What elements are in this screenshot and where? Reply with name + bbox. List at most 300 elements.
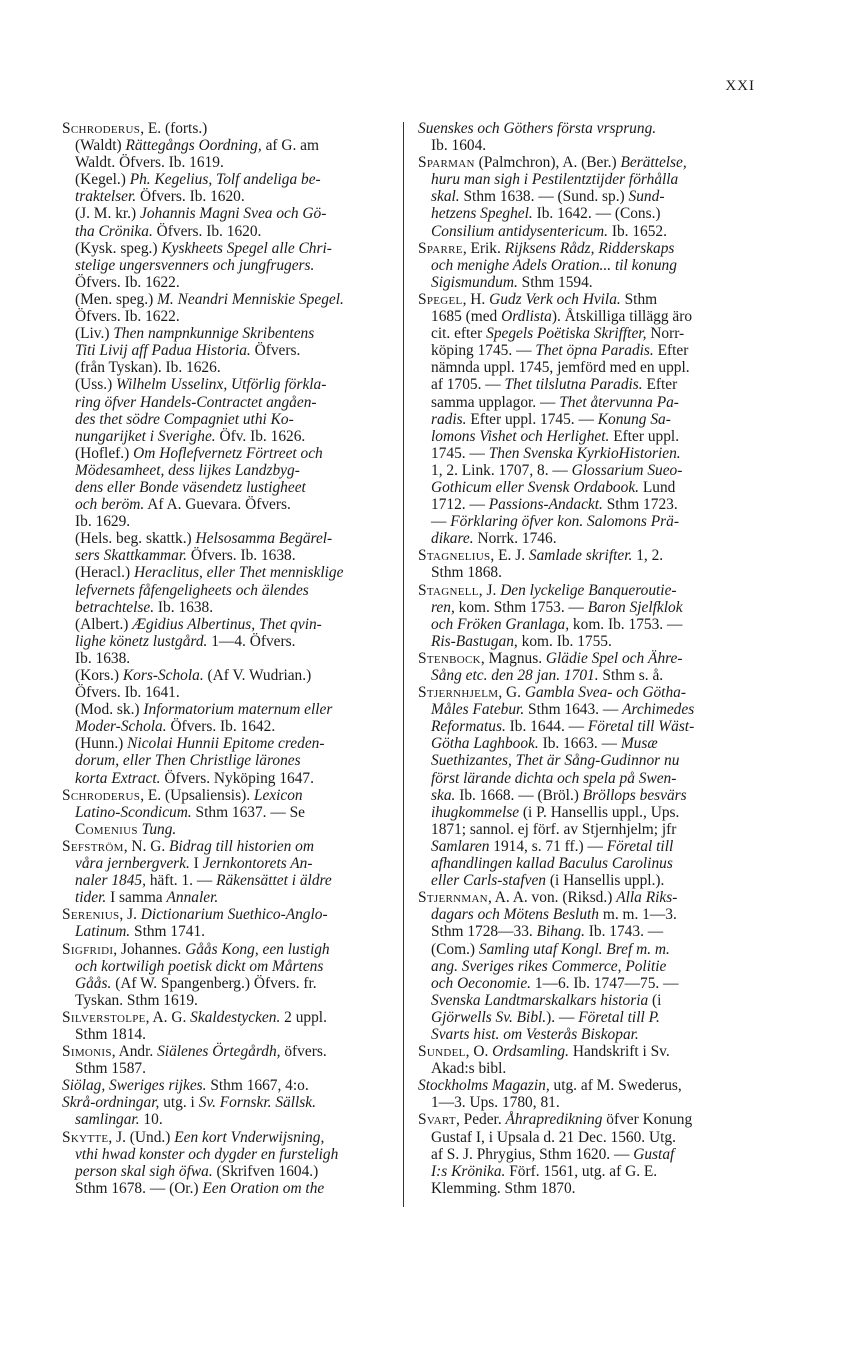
title-text: Suethizantes, Thet är Sång-Gudinnor nu (431, 752, 680, 770)
entry-text: , J. (119, 906, 141, 924)
entry-line (62, 770, 394, 787)
entry-line (418, 462, 752, 479)
title-text: sers Skattkammar. (75, 547, 188, 565)
title-text: och Oeconomie. (431, 974, 532, 992)
entry-line (62, 530, 394, 547)
title-text: Gjörwells Sv. Bibl. (431, 1008, 547, 1026)
entry-text: Ib. 1652. (607, 222, 667, 240)
title-text: dorum, eller Then Christlige lärones (75, 752, 301, 770)
title-text: Räkensättet i äldre (216, 872, 332, 890)
entry-text: nämnda uppl. 1745, jemförd med en uppl. (431, 359, 690, 377)
entry-line (62, 582, 394, 599)
title-text: Skaldestycken. (190, 1008, 281, 1026)
entry-line (62, 599, 394, 616)
entry-text: Ib. 1663. — (538, 735, 621, 753)
title-text: Måles Fatebur. (431, 701, 525, 719)
entry-text: Öfvers. Ib. 1622. (75, 308, 180, 326)
bibliography-entry (62, 120, 394, 787)
entry-text: Ib. 1642. — (Cons.) (532, 205, 661, 223)
title-text: Thet tilslutna Paradis. (504, 376, 643, 394)
title-text: dikare. (431, 530, 474, 548)
entry-text: (Heracl.) (75, 564, 134, 582)
title-text: ring öfver Handels-Contractet angåen- (75, 393, 317, 411)
bibliography-entry (418, 582, 752, 650)
entry-line (418, 1163, 752, 1180)
title-text: Gåås Kong, een lustigh (185, 940, 330, 958)
entry-line (62, 1077, 394, 1094)
title-text: Een kort Vnderwijsning, (174, 1128, 325, 1146)
entry-line (418, 838, 752, 855)
title-text: dagars och Mötens Besluth (431, 906, 599, 924)
entry-line (418, 804, 752, 821)
entry-text: af G. am (261, 137, 319, 155)
title-text: Gåås. (75, 974, 112, 992)
entry-line (62, 992, 394, 1009)
entry-text: utg. af M. Swederus, (549, 1077, 682, 1095)
author-name: Skytte (62, 1128, 109, 1146)
entry-line (418, 1077, 752, 1094)
entry-line (62, 342, 394, 359)
entry-line (418, 1146, 752, 1163)
title-text: Sv. Fornskr. Sällsk. (198, 1094, 316, 1112)
title-text: Den lyckelige Banqueroutie- (500, 581, 677, 599)
entry-text: (Af V. Wudrian.) (203, 667, 312, 684)
title-text: stelige ungersvenners och jungfrugers. (75, 256, 315, 274)
title-text: Berättelse, (620, 154, 687, 172)
title-text: Glossarium Sueo- (571, 461, 683, 479)
title-text: och kortwiligh poetisk dickt om Mårtens (75, 957, 324, 975)
title-text: Then nampnkunnige Skribentens (113, 325, 315, 343)
entry-text: ). Åtskilliga tillägg äro (551, 308, 693, 326)
entry-text: Öfvers. Ib. 1638. (187, 547, 296, 565)
bibliography-entry (62, 1129, 394, 1197)
bibliography-entry (418, 120, 752, 154)
entry-line (418, 1026, 752, 1043)
entry-line (62, 616, 394, 633)
entry-line (418, 855, 752, 872)
title-text: korta Extract. (75, 769, 161, 787)
entry-text: Efter uppl. 1745. — (466, 410, 598, 428)
entry-text: Tyskan. Sthm 1619. (75, 991, 198, 1009)
title-text: ang. Sveriges rikes Commerce, Politie (431, 957, 667, 975)
entry-line (418, 787, 752, 804)
entry-text: köping 1745. — (431, 342, 536, 360)
title-text: nungarijket i Sverighe. (75, 427, 216, 445)
title-text: dens eller Bonde väsendetz lustigheet (75, 478, 306, 496)
entry-text: Ib. 1668. — (Bröl.) (455, 786, 583, 804)
title-text: först lärande dichta och spela på Swen- (431, 769, 677, 787)
title-text: Rättegångs Oordning, (125, 137, 262, 155)
entry-line (418, 496, 752, 513)
title-text: och menighe Adels Oration... til konung (431, 256, 677, 274)
entry-line (62, 205, 394, 222)
entry-text: cit. efter (431, 325, 487, 343)
entry-line (418, 308, 752, 325)
page-number: XXI (725, 78, 755, 94)
entry-text: (Hels. beg. skattk.) (75, 530, 196, 548)
title-text: Stockholms Magazin, (418, 1077, 550, 1095)
entry-text: , H. (462, 290, 490, 308)
entry-text: 1—6. Ib. 1747—75. — (531, 974, 679, 992)
entry-line (418, 975, 752, 992)
author-name: Schroderus (62, 786, 141, 804)
entry-text: , E. J. (490, 547, 529, 565)
title-text: Rijksens Rådz, Ridderskaps (504, 239, 675, 257)
bibliography-entry (418, 291, 752, 547)
title-text: vthi hwad konster och dygder en fursteligh (75, 1145, 339, 1163)
author-name: Serenius (62, 906, 120, 924)
entry-text: Öfvers. Ib. 1622. (75, 273, 180, 291)
bibliography-entry (62, 1094, 394, 1128)
entry-line (62, 1111, 394, 1128)
entry-text: ). — (546, 1008, 579, 1026)
entry-text: Norrk. 1746. (473, 530, 557, 548)
entry-line (62, 1009, 394, 1026)
entry-line (62, 1180, 394, 1197)
entry-line (418, 650, 752, 667)
entry-line (62, 308, 394, 325)
author-name: Comenius (75, 820, 138, 838)
author-name: Sparman (418, 154, 475, 172)
title-text: Johannis Magni Svea och Gö- (139, 205, 327, 223)
bibliography-entry (418, 1043, 752, 1077)
entry-text: (från Tyskan). Ib. 1626. (75, 359, 221, 377)
title-text: ska. (431, 786, 456, 804)
entry-line (62, 462, 394, 479)
title-text: Suenskes och Göthers första vrsprung. (418, 120, 657, 137)
entry-line (418, 735, 752, 752)
entry-line (418, 359, 752, 376)
title-text: Samlaren (431, 837, 490, 855)
author-name: Sparre (418, 239, 463, 257)
entry-text: Sthm 1667, 4:o. (206, 1077, 309, 1095)
entry-line (62, 513, 394, 530)
entry-text: , E. (Upsaliensis). (140, 786, 254, 804)
bibliography-entry (62, 1009, 394, 1043)
entry-line (418, 923, 752, 940)
entry-line (62, 274, 394, 291)
entry-text: Klemming. Sthm 1870. (431, 1179, 576, 1197)
bibliography-entry (62, 906, 394, 940)
title-text: Tung. (141, 820, 177, 838)
entry-line (418, 752, 752, 769)
author-name: Simonis (62, 1043, 112, 1061)
title-text: lomons Vishet och Herlighet. (431, 427, 610, 445)
entry-text: Sthm 1637. — Se (191, 803, 306, 821)
entry-text: 1—3. Ups. 1780, 81. (431, 1094, 560, 1112)
entry-text: , E. (forts.) (140, 120, 208, 137)
entry-text: Öfv. Ib. 1626. (215, 427, 306, 445)
entry-line (418, 718, 752, 735)
entry-text: Lund (639, 478, 676, 496)
author-name: Schroderus (62, 120, 141, 137)
title-text: Musæ (620, 735, 658, 753)
entry-line (418, 872, 752, 889)
entry-text: Af A. Guevara. Öfvers. (144, 496, 291, 514)
title-text: tider. (75, 889, 107, 907)
entry-text: Ib. 1629. (75, 513, 131, 531)
author-name: Svart (418, 1111, 456, 1129)
entry-text: (Liv.) (75, 325, 114, 343)
entry-line (418, 1060, 752, 1077)
entry-text: , G. (498, 684, 525, 702)
entry-line (418, 325, 752, 342)
title-text: Ph. Kegelius, Tolf andeliga be- (129, 171, 321, 189)
right-column (418, 120, 752, 1197)
entry-line (62, 684, 394, 701)
title-text: betrachtelse. (75, 598, 155, 616)
entry-text: Sthm 1728—33. (431, 923, 537, 941)
entry-line (62, 941, 394, 958)
entry-line (418, 171, 752, 188)
entry-line (62, 804, 394, 821)
entry-line (418, 906, 752, 923)
entry-line (62, 667, 394, 684)
title-text: Bidrag till historien om (169, 837, 314, 855)
entry-line (418, 684, 752, 701)
entry-line (62, 411, 394, 428)
title-text: Ægidius Albertinus, Thet qvin- (132, 615, 322, 633)
title-text: Sång etc. den 28 jan. 1701. (431, 667, 599, 684)
title-text: och Fröken Granlaga, (431, 615, 570, 633)
entry-text: I samma (106, 889, 167, 907)
entry-text: Öfvers. Nyköping 1647. (160, 769, 314, 787)
entry-text: kom. Ib. 1755. (517, 632, 612, 650)
entry-text: öfvers. (280, 1043, 327, 1061)
entry-text: Waldt. Öfvers. Ib. 1619. (75, 154, 224, 172)
entry-text: Öfvers. (250, 342, 301, 360)
title-text: afhandlingen kallad Baculus Carolinus (431, 855, 673, 873)
entry-text: I (189, 855, 203, 873)
title-text: Svenska Landtmarskalkars historia (431, 991, 649, 1009)
entry-line (62, 975, 394, 992)
title-text: Gustaf (633, 1145, 675, 1163)
entry-line (62, 650, 394, 667)
title-text: Alla Riks- (616, 889, 678, 907)
entry-text: (i P. Hansellis uppl., Ups. (519, 803, 680, 821)
entry-text: , A. A. von. (Riksd.) (487, 889, 617, 907)
title-text: tha Crönika. (75, 222, 153, 240)
author-name: Sefström (62, 837, 124, 855)
entry-line (418, 1043, 752, 1060)
entry-line (418, 120, 752, 137)
column-divider (403, 122, 404, 1207)
author-name: Stagnelius (418, 547, 491, 565)
entry-text: af 1705. — (431, 376, 505, 394)
title-text: Företal till P. (578, 1008, 660, 1026)
entry-text: öfver Konung (602, 1111, 693, 1129)
entry-line (418, 411, 752, 428)
entry-text: , O. (465, 1043, 493, 1061)
entry-line (62, 376, 394, 393)
entry-text: (i (648, 991, 662, 1009)
entry-text: (Men. speg.) (75, 290, 158, 308)
title-text: Mödesamheet, dess lijkes Landzbyg- (75, 461, 300, 479)
entry-line (62, 787, 394, 804)
title-text: Dictionarium Suethico-Anglo- (140, 906, 328, 924)
entry-line (62, 958, 394, 975)
entry-text: Gustaf I, i Upsala d. 21 Dec. 1560. Utg. (431, 1128, 676, 1146)
entry-text: , Andr. (111, 1043, 158, 1061)
entry-text: , N. G. (123, 837, 170, 855)
entry-text: m. m. 1—3. (599, 906, 677, 924)
entry-line (418, 274, 752, 291)
bibliography-entry (418, 1077, 752, 1111)
entry-line (418, 428, 752, 445)
entry-line (418, 530, 752, 547)
entry-text: 1871; sannol. ej förf. av Stjernhjelm; jfr (431, 820, 677, 838)
bibliography-entry (418, 889, 752, 1043)
entry-line (62, 1094, 394, 1111)
entry-text: Ib. 1638. (75, 649, 131, 667)
title-text: Siälenes Örtegårdh, (157, 1043, 281, 1061)
entry-text: 1, 2. (632, 547, 664, 565)
entry-line (62, 1060, 394, 1077)
title-text: Then Svenska KyrkioHistorien. (488, 444, 681, 462)
author-name: Sundel (418, 1043, 466, 1061)
entry-line (418, 1094, 752, 1111)
entry-line (62, 154, 394, 171)
title-text: Skrå-ordningar, (62, 1094, 160, 1112)
entry-line (418, 257, 752, 274)
entry-line (418, 240, 752, 257)
entry-text: kom. Ib. 1753. — (569, 615, 683, 633)
title-text: Ris-Bastugan, (431, 632, 518, 650)
entry-line (62, 923, 394, 940)
title-text: Latinum. (75, 923, 131, 941)
entry-text: Sthm 1814. (75, 1025, 146, 1043)
entry-line (62, 701, 394, 718)
title-text: Glädie Spel och Ähre- (545, 649, 683, 667)
title-text: M. Neandri Menniskie Spegel. (157, 290, 344, 308)
entry-text: (Skrifven 1604.) (212, 1162, 319, 1180)
entry-line (418, 547, 752, 564)
title-text: Samlade skrifter. (528, 547, 633, 565)
entry-line (62, 291, 394, 308)
entry-line (418, 633, 752, 650)
title-text: Ordlista (501, 308, 552, 326)
entry-line (62, 735, 394, 752)
entry-text: af S. J. Phrygius, Sthm 1620. — (431, 1145, 634, 1163)
entry-line (62, 633, 394, 650)
entry-text: häft. 1. — (145, 872, 217, 890)
title-text: Heraclitus, eller Thet mennisklige (133, 564, 344, 582)
author-name: Stjernman (418, 889, 488, 907)
title-text: I:s Krönika. (431, 1162, 506, 1180)
title-text: Gudz Verk och Hvila. (489, 290, 621, 308)
entry-text: Sthm 1678. — (Or.) (75, 1179, 203, 1197)
title-text: Samling utaf Kongl. Bref m. m. (478, 940, 670, 958)
entry-line (418, 1009, 752, 1026)
entry-text: , A. G. (145, 1008, 191, 1026)
bibliography-entry (418, 1111, 752, 1196)
title-text: person skal sigh öfwa. (75, 1162, 213, 1180)
entry-line (418, 582, 752, 599)
entry-line (62, 872, 394, 889)
entry-line (418, 223, 752, 240)
entry-text: Förf. 1561, utg. af G. E. (505, 1162, 658, 1180)
title-text: Siölag, Sweriges rijkes. (62, 1077, 207, 1095)
entry-text: Sthm (620, 290, 658, 308)
entry-line (62, 120, 394, 137)
title-text: Reformatus. (431, 718, 506, 736)
entry-text: , J. (478, 581, 501, 599)
entry-text: 1745. — (431, 444, 489, 462)
entry-line (62, 171, 394, 188)
bibliography-entry (418, 154, 752, 239)
title-text: Kors-Schola. (122, 667, 204, 684)
author-name: Spegel (418, 290, 463, 308)
entry-text: Efter uppl. (609, 427, 680, 445)
bibliography-entry (418, 547, 752, 581)
title-text: Helsosamma Begärel- (195, 530, 333, 548)
entry-text: Efter (642, 376, 678, 394)
author-name: Stagnell (418, 581, 479, 599)
entry-line (418, 941, 752, 958)
title-text: eller Carls-stafven (431, 872, 546, 890)
entry-line (62, 821, 394, 838)
title-text: traktelser. (75, 188, 137, 206)
entry-text: Ib. 1644. — (505, 718, 588, 736)
entry-text: 2 uppl. (280, 1008, 327, 1026)
entry-text: Öfvers. Ib. 1641. (75, 684, 180, 702)
entry-text: Sthm s. å. (598, 667, 664, 684)
entry-text: (Mod. sk.) (75, 701, 144, 719)
entry-text: Handskrift i Sv. (568, 1043, 670, 1061)
entry-line (62, 240, 394, 257)
entry-text: , Magnus. (480, 649, 546, 667)
title-text: Kyskheets Spegel alle Chri- (161, 239, 332, 257)
entry-text: (Af W. Spangenberg.) Öfvers. fr. (111, 974, 317, 992)
bibliography-entry (62, 1043, 394, 1077)
entry-text: (Uss.) (75, 376, 117, 394)
title-text: naler 1845, (75, 872, 146, 890)
author-name: Stjernhjelm (418, 684, 499, 702)
entry-text: utg. i (159, 1094, 199, 1112)
title-text: Åhrapredikning (505, 1111, 603, 1129)
entry-text: (Com.) (431, 940, 479, 958)
entry-line (62, 752, 394, 769)
entry-text: Sthm 1594. (517, 273, 593, 291)
title-text: Sigismundum. (431, 273, 518, 291)
entry-line (62, 1163, 394, 1180)
title-text: huru man sigh i Pestilentztijder förhålla (431, 171, 679, 189)
entry-text: Norr- (646, 325, 685, 343)
entry-line (418, 770, 752, 787)
title-text: hetzens Speghel. (431, 205, 533, 223)
entry-text: Öfvers. Ib. 1642. (166, 718, 276, 736)
entry-line (418, 616, 752, 633)
entry-text: Sthm 1741. (130, 923, 205, 941)
bibliography-entry (62, 838, 394, 906)
bibliography-entry (418, 684, 752, 889)
entry-text: 10. (139, 1111, 163, 1129)
title-text: lefvernets fåfengeligheets och älendes (75, 581, 309, 599)
bibliography-entry (418, 240, 752, 291)
title-text: Lexicon (253, 786, 303, 804)
entry-text: 1—4. Öfvers. (207, 632, 296, 650)
entry-line (62, 325, 394, 342)
bibliography-entry (418, 650, 752, 684)
title-text: Latino-Scondicum. (75, 803, 192, 821)
title-text: Götha Laghbook. (431, 735, 539, 753)
title-text: Passions-Andackt. (488, 496, 603, 514)
entry-line (62, 188, 394, 205)
entry-text: (Albert.) (75, 615, 133, 633)
entry-text: (Kors.) (75, 667, 123, 684)
entry-text: Sthm 1587. (75, 1060, 146, 1078)
title-text: lighe könetz lustgård. (75, 632, 208, 650)
